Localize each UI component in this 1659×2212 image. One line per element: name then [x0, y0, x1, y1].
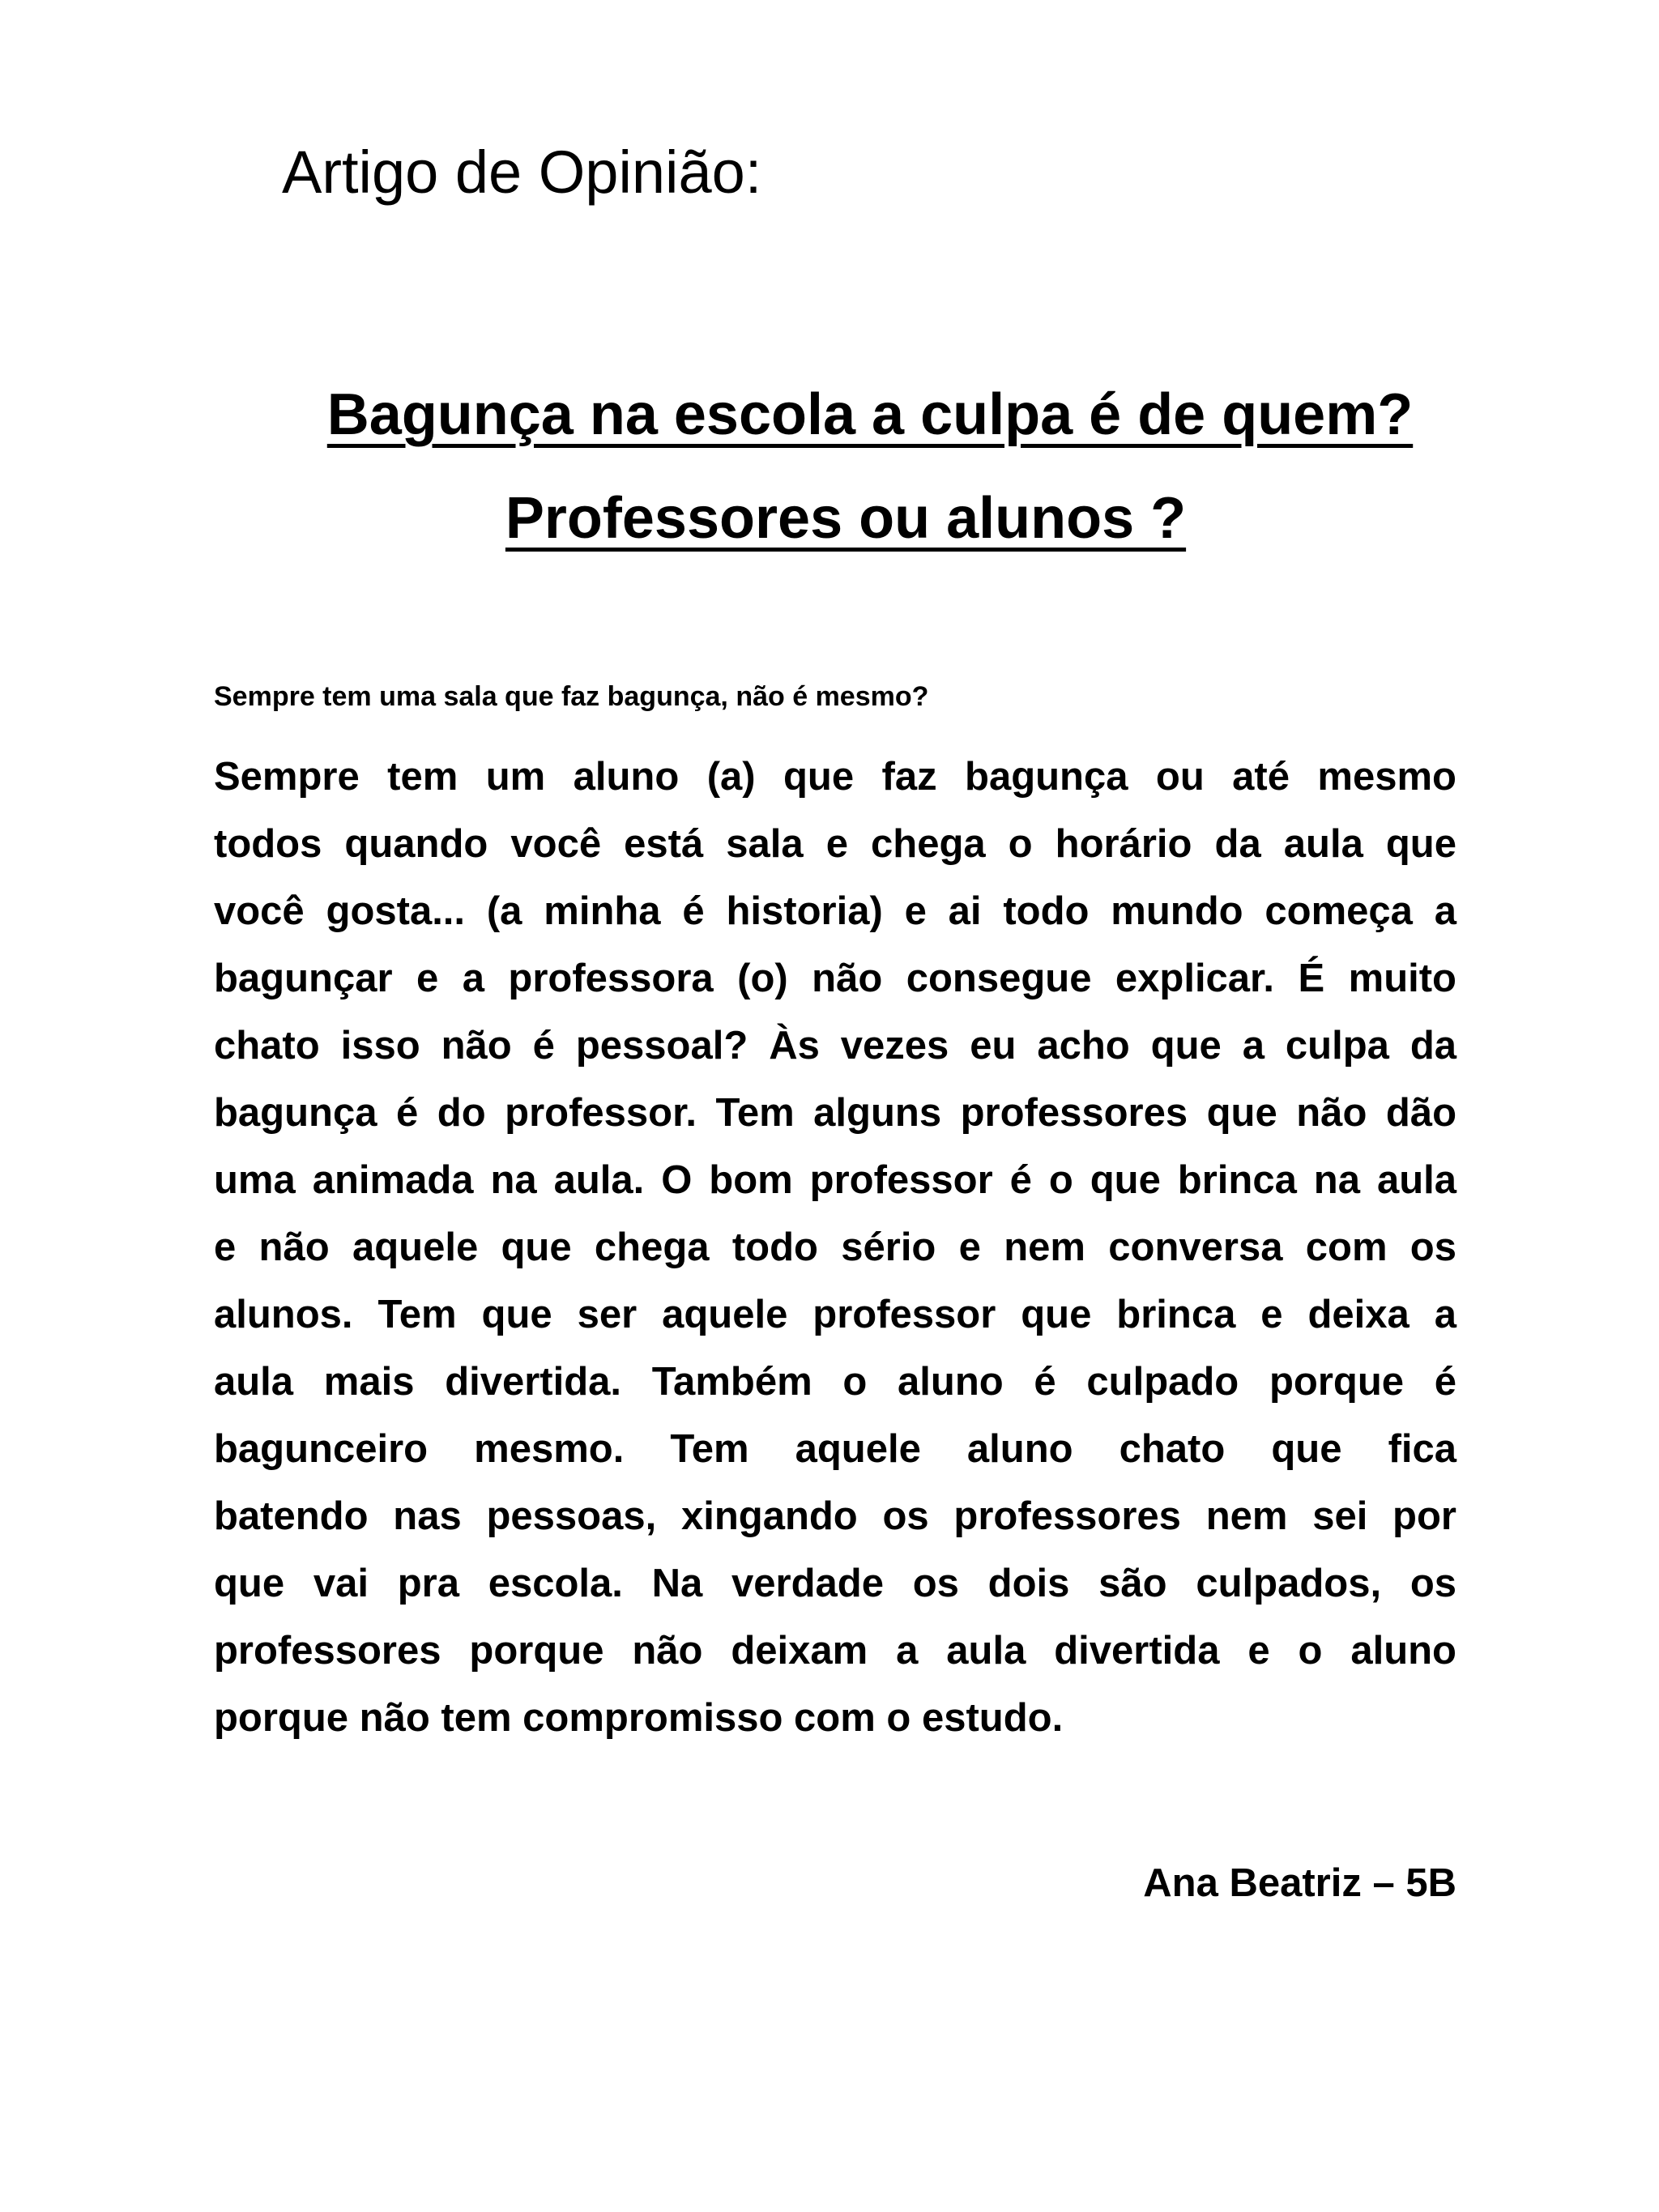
body-line: que vai pra escola. Na verdade os dois são culpados, os	[214, 1562, 1456, 1605]
body-line: batendo nas pessoas, xingando os professores nem sei por	[214, 1494, 1456, 1538]
body-line: Sempre tem um aluno (a) que faz bagunça ou até mesmo	[214, 755, 1456, 799]
headline-line-1: Bagunça na escola a culpa é de quem?	[326, 382, 1414, 447]
body-line: bagunceiro mesmo. Tem aquele aluno chato que fica	[214, 1427, 1456, 1471]
body-line: uma animada na aula. O bom professor é o que brinca na aula	[214, 1158, 1456, 1202]
body-line: aula mais divertida. Também o aluno é culpado porque é	[214, 1360, 1456, 1404]
body-line: você gosta... (a minha é historia) e ai todo mundo começa a	[214, 889, 1456, 933]
body-line: bagunça é do professor. Tem alguns professores que não dão	[214, 1091, 1456, 1135]
author-signature: Ana Beatriz – 5B	[1143, 1861, 1456, 1905]
body-line: chato isso não é pessoal? Às vezes eu acho que a culpa da	[214, 1024, 1456, 1068]
headline-line-2: Professores ou alunos ?	[505, 486, 1187, 551]
body-line: todos quando você está sala e chega o horário da aula que	[214, 822, 1456, 866]
body-line: professores porque não deixam a aula divertida e o aluno	[214, 1629, 1456, 1673]
lead-question: Sempre tem uma sala que faz bagunça, não é mesmo?	[214, 681, 929, 712]
body-line: alunos. Tem que ser aquele professor que brinca e deixa a	[214, 1293, 1456, 1336]
article-body	[214, 744, 1456, 1752]
headline	[0, 363, 1659, 570]
genre-label: Artigo de Opinião:	[282, 139, 762, 206]
body-line: e não aquele que chega todo sério e nem conversa com os	[214, 1225, 1456, 1269]
body-line: porque não tem compromisso com o estudo.	[214, 1696, 1064, 1740]
body-line: bagunçar e a professora (o) não consegue explicar. É muito	[214, 957, 1456, 1000]
